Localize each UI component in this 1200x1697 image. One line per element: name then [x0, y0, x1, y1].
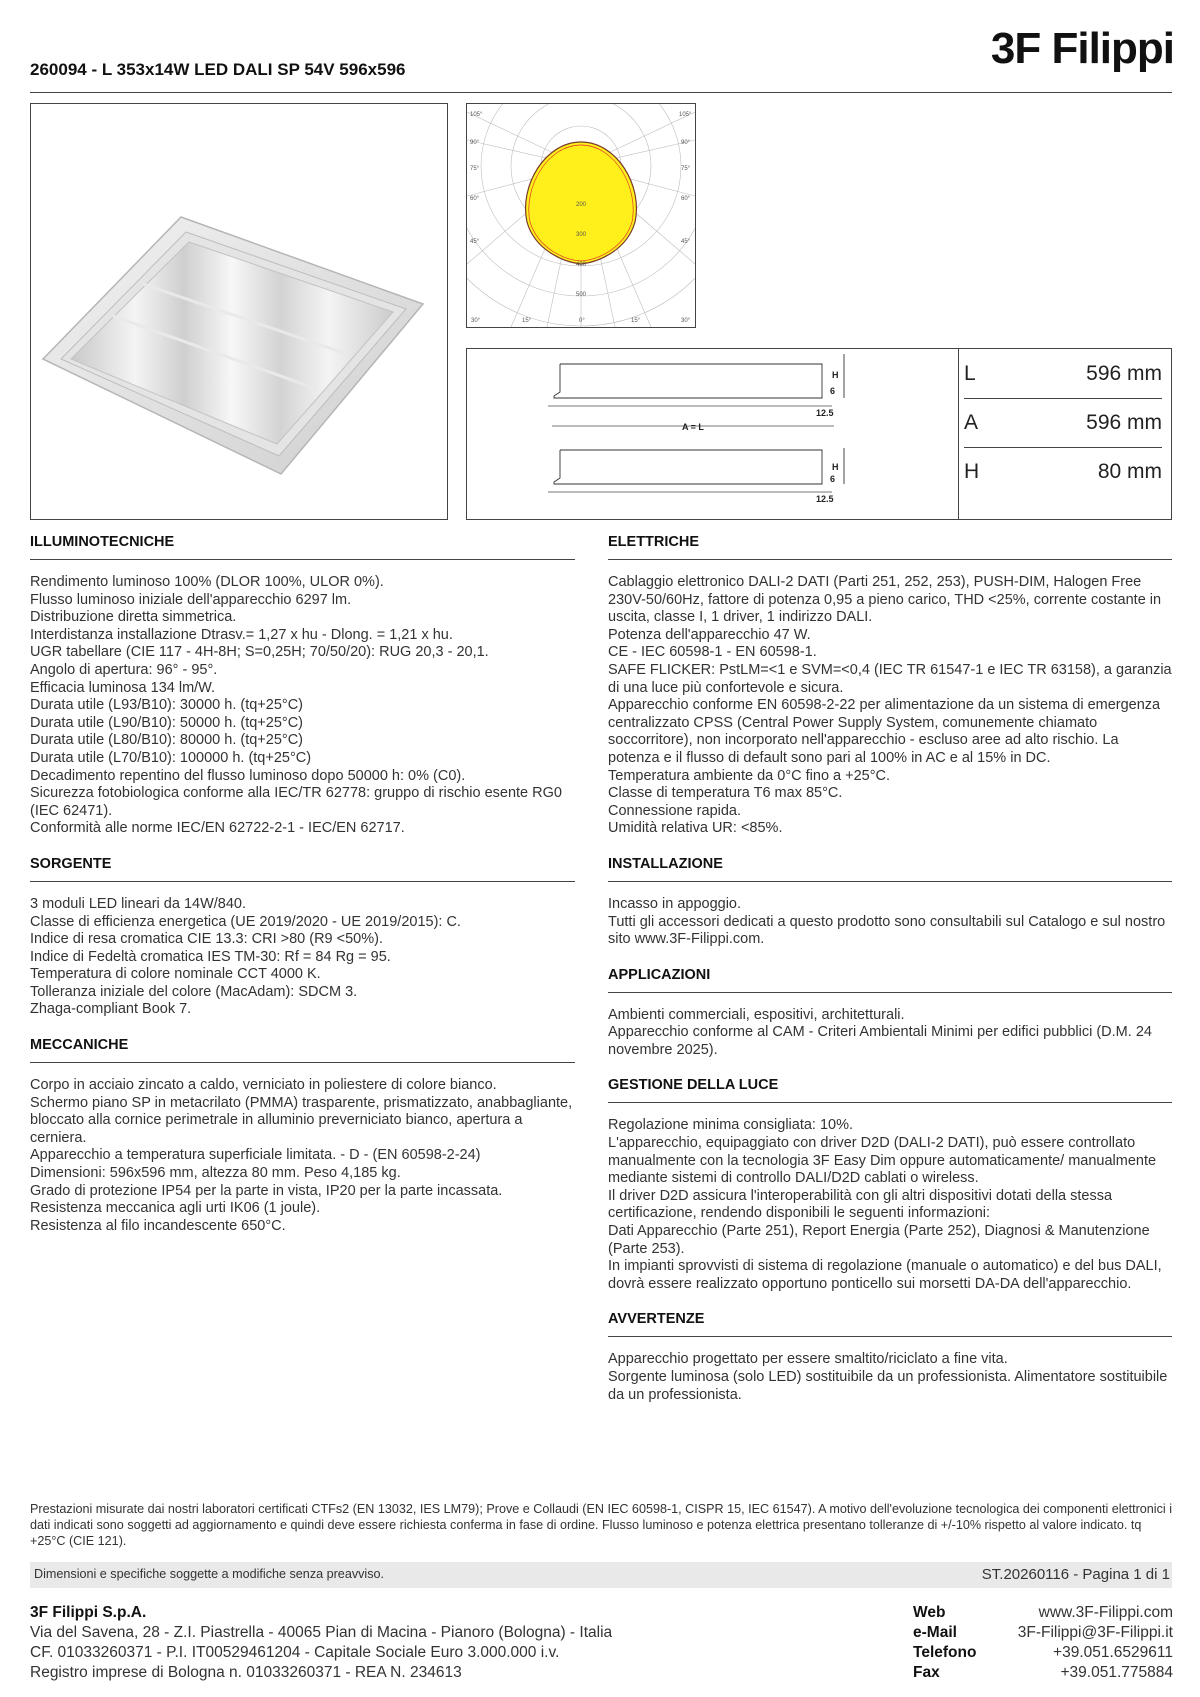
section-line: Umidità relativa UR: <85%.	[608, 820, 783, 837]
section-line: Il driver D2D assicura l'interoperabilità con gli altri dispositivi dotati della stessa certificazione, rendendo disponibili le seguenti informazioni:	[608, 1187, 1113, 1222]
dimension-value: 80 mm	[1097, 460, 1162, 483]
section-line: Rendimento luminoso 100% (DLOR 100%, ULOR 0%).	[30, 574, 384, 590]
dimension-row	[964, 448, 1162, 496]
section-line: Indice di resa cromatica CIE 13.3: CRI >80 (R9 <50%).	[30, 931, 383, 948]
company-name: 3F Filippi S.p.A.	[30, 1604, 147, 1621]
section-line: Regolazione minima consigliata: 10%.	[608, 1117, 854, 1134]
polar-label: 30°	[471, 318, 481, 324]
section-line: Apparecchio conforme EN 60598-2-22 per alimentazione da un sistema di emergenza centralizzato CPSS (Central Power Supply System, comunemente chiamato soccorritore), non incorporato nell'apparecchio - escluso aree ad alto rischio. La potenza e il flusso di default sono pari al 100% in AC e al 15% in DC.	[608, 697, 1161, 766]
section-line: Resistenza al filo incandescente 650°C.	[30, 1217, 286, 1234]
company-line: Registro imprese di Bologna n. 01033260371 - REA N. 234613	[30, 1664, 462, 1681]
section-line: Temperatura ambiente da 0°C fino a +25°C.	[608, 767, 891, 784]
dimension-row	[964, 399, 1162, 448]
section-heading: APPLICAZIONI	[608, 967, 1172, 993]
section-line: Apparecchio conforme al CAM - Criteri Ambientali Minimi per edifici pubblici (D.M. 24 novembre 2025).	[608, 1024, 1152, 1058]
section-line: Durata utile (L90/B10): 50000 h. (tq+25°C)	[30, 714, 304, 731]
section-line: Resistenza meccanica agli urti IK06 (1 joule).	[30, 1200, 321, 1217]
page-reference: ST.20260116 - Pagina 1 di 1	[981, 1566, 1170, 1583]
section-line: UGR tabellare (CIE 117 - 4H-8H; S=0,25H; 70/50/20): RUG 20,3 - 20,1.	[30, 644, 489, 661]
section-line: Schermo piano SP in metacrilato (PMMA) trasparente, prismatizzato, anabbagliante, bloccato alla cornice perimetrale in alluminio preverniciato bianco, apertura a cerniera.	[30, 1094, 573, 1146]
section-line: Grado di protezione IP54 per la parte in vista, IP20 per la parte incassata.	[30, 1182, 503, 1199]
polar-label: 15°	[631, 318, 641, 324]
polar-label: 90°	[681, 140, 691, 146]
section-line: Sicurezza fotobiologica conforme alla IEC/TR 62778: gruppo di rischio esente RG0 (IEC 62471).	[30, 785, 562, 819]
polar-label: 75°	[681, 166, 691, 172]
contact-key: e-Mail	[913, 1624, 957, 1641]
section-line: Durata utile (L93/B10): 30000 h. (tq+25°C)	[30, 697, 304, 714]
brand-logo: 3F Filippi	[990, 24, 1174, 73]
section-body	[608, 1007, 1172, 1060]
section-line: Potenza dell'apparecchio 47 W.	[608, 626, 811, 643]
dim-label-6: 6	[830, 474, 836, 484]
dimension-key: A	[964, 411, 979, 434]
section-body	[30, 574, 575, 838]
section-line: 3 moduli LED lineari da 14W/840.	[30, 895, 247, 912]
section-heading: SORGENTE	[30, 856, 575, 882]
section-line: Tutti gli accessori dedicati a questo prodotto sono consultabili sul Catalogo e sul nostro sito www.3F-Filippi.com.	[608, 913, 1166, 948]
polar-label: 105°	[679, 112, 692, 118]
dim-label-h: H	[832, 370, 839, 380]
section-line: Efficacia luminosa 134 lm/W.	[30, 679, 216, 696]
polar-radial-label: 400	[576, 262, 587, 268]
fax-number: +39.051.775884	[1060, 1664, 1173, 1681]
section-line: Apparecchio a temperatura superficiale limitata. - D - (EN 60598-2-24)	[30, 1147, 481, 1164]
contact-key: Web	[913, 1604, 946, 1621]
section-body	[608, 896, 1172, 949]
company-line: Via del Savena, 28 - Z.I. Piastrella - 40065 Pian di Macina - Pianoro (Bologna) - Italia	[30, 1624, 613, 1641]
polar-label: 60°	[681, 196, 691, 202]
contact-key: Fax	[913, 1664, 940, 1681]
section-line: Sorgente luminosa (solo LED) sostituibile da un professionista. Alimentatore sostituibile da un professionista.	[608, 1369, 1168, 1403]
section-heading: ELETTRICHE	[608, 534, 1172, 560]
section-line: Apparecchio progettato per essere smaltito/riciclato a fine vita.	[608, 1351, 1008, 1368]
section-line: Decadimento repentino del flusso luminoso dopo 50000 h: 0% (C0).	[30, 767, 466, 784]
section-line: Interdistanza installazione Dtrasv.= 1,27 x hu - Dlong. = 1,21 x hu.	[30, 626, 453, 643]
dimension-key: H	[964, 460, 980, 483]
section-line: L'apparecchio, equipaggiato con driver D2D (DALI-2 DATI), può essere controllato manualmente con la tecnologia 3F Easy Dim oppure automaticamente/ manualmente mediante sistemi di controllo DALI/D2D cablati o wireless.	[608, 1135, 1157, 1187]
polar-label: 75°	[470, 166, 480, 172]
dim-label-h: H	[832, 462, 839, 472]
section-line: Durata utile (L80/B10): 80000 h. (tq+25°C)	[30, 732, 304, 749]
dim-label-12-5: 12.5	[816, 408, 834, 418]
section-heading: AVVERTENZE	[608, 1311, 1172, 1337]
dimension-key: L	[964, 362, 976, 385]
polar-diagram-box	[466, 103, 696, 328]
dim-label-6: 6	[830, 386, 836, 396]
polar-label: 45°	[470, 239, 480, 245]
company-line: CF. 01033260371 - P.I. IT00529461204 - Capitale Sociale Euro 3.000.000 i.v.	[30, 1644, 560, 1661]
section-line: Dati Apparecchio (Parte 251), Report Energia (Parte 252), Diagnosi & Manutenzione (Parte 253).	[608, 1223, 1150, 1257]
polar-diagram	[467, 104, 695, 327]
dimension-value: 596 mm	[1086, 362, 1162, 385]
section-body	[30, 1077, 575, 1235]
product-title: 260094 - L 353x14W LED DALI SP 54V 596x596	[30, 60, 406, 79]
section-line: Durata utile (L70/B10): 100000 h. (tq+25°C)	[30, 749, 312, 766]
section-line: CE - IEC 60598-1 - EN 60598-1.	[608, 644, 817, 661]
section-line: Tolleranza iniziale del colore (MacAdam): SDCM 3.	[30, 983, 358, 1000]
section-line: Corpo in acciaio zincato a caldo, verniciato in poliestere di colore bianco.	[30, 1077, 497, 1094]
web-link[interactable]: www.3F-Filippi.com	[1038, 1604, 1173, 1621]
phone-number: +39.051.6529611	[1053, 1644, 1173, 1661]
company-info	[30, 1603, 612, 1683]
polar-label: 90°	[470, 140, 480, 146]
product-photo	[31, 104, 447, 519]
section-body	[608, 574, 1172, 838]
section-line: Incasso in appoggio.	[608, 895, 742, 912]
section-heading: GESTIONE DELLA LUCE	[608, 1077, 1172, 1103]
contact-info	[913, 1603, 1173, 1683]
polar-radial-label: 500	[576, 292, 587, 298]
section-heading: ILLUMINOTECNICHE	[30, 534, 575, 560]
section-heading: INSTALLAZIONE	[608, 856, 1172, 882]
section-heading: MECCANICHE	[30, 1037, 575, 1063]
section-line: SAFE FLICKER: PstLM=<1 e SVM=<0,4 (IEC TR 61547-1 e IEC TR 63158), a garanzia di una luce più confortevole e sicura.	[608, 661, 1172, 696]
dimension-table	[964, 350, 1162, 496]
email-link[interactable]: 3F-Filippi@3F-Filippi.it	[1017, 1624, 1173, 1641]
section-body	[608, 1117, 1172, 1293]
section-line: Angolo di apertura: 96° - 95°.	[30, 661, 218, 678]
polar-label: 0°	[579, 318, 585, 324]
product-photo-box	[30, 103, 448, 520]
drawing-separator	[958, 348, 959, 520]
section-line: Classe di efficienza energetica (UE 2019/2020 - UE 2019/2015): C.	[30, 913, 461, 930]
header-divider	[30, 92, 1172, 93]
polar-radial-label: 300	[576, 232, 587, 238]
left-column	[30, 534, 575, 1253]
section-line: Connessione rapida.	[608, 802, 742, 819]
dim-label-a-l: A = L	[682, 422, 704, 432]
section-line: Flusso luminoso iniziale dell'apparecchio 6297 lm.	[30, 591, 352, 608]
section-line: Zhaga-compliant Book 7.	[30, 1001, 192, 1018]
polar-radial-label: 200	[576, 202, 587, 208]
section-line: Ambienti commerciali, espositivi, architetturali.	[608, 1006, 905, 1023]
section-line: In impianti sprovvisti di sistema di regolazione (manuale o automatico) e del bus DALI, dovrà essere realizzato opportuno ponticello sui morsetti DA-DA dell'apparecchio.	[608, 1258, 1162, 1292]
right-column	[608, 534, 1172, 1422]
dimension-row	[964, 350, 1162, 399]
section-line: Temperatura di colore nominale CCT 4000 K.	[30, 966, 321, 983]
polar-label: 15°	[522, 318, 532, 324]
contact-key: Telefono	[913, 1644, 977, 1661]
dimension-value: 596 mm	[1086, 411, 1162, 434]
technical-drawing	[540, 352, 860, 516]
polar-label: 60°	[470, 196, 480, 202]
section-body	[30, 896, 575, 1019]
section-line: Dimensioni: 596x596 mm, altezza 80 mm. Peso 4,185 kg.	[30, 1165, 401, 1182]
section-line: Cablaggio elettronico DALI-2 DATI (Parti 251, 252, 253), PUSH-DIM, Halogen Free 230V-50/60Hz, fattore di potenza 0,95 a pieno carico, THD <25%, corrente costante in uscita, classe I, 1 driver, 1 indirizzo DALI.	[608, 574, 1162, 626]
section-body	[608, 1351, 1172, 1404]
section-line: Conformità alle norme IEC/EN 62722-2-1 - IEC/EN 62717.	[30, 820, 405, 837]
footer-notes: Prestazioni misurate dai nostri laboratori certificati CTFs2 (EN 13032, IES LM79); Prove e Collaudi (EN IEC 60598-1, CISPR 15, IEC 61547). A motivo dell'evoluzione tecnologica dei componenti elettronici i dati indicati sono soggetti ad aggiornamento e quindi deve essere richiesta conferma in fase di ordine. Flusso luminoso e potenza elettrica presentano tolleranze di +/-10% rispetto al valore indicato. tq +25°C (CIE 121).	[30, 1502, 1172, 1548]
section-line: Classe di temperatura T6 max 85°C.	[608, 785, 843, 802]
section-line: Distribuzione diretta simmetrica.	[30, 609, 237, 626]
polar-label: 45°	[681, 239, 691, 245]
section-line: Indice di Fedeltà cromatica IES TM-30: Rf = 84 Rg = 95.	[30, 948, 391, 965]
dim-label-12-5: 12.5	[816, 494, 834, 504]
polar-label: 105°	[470, 112, 483, 118]
polar-label: 30°	[681, 318, 691, 324]
disclaimer-text: Dimensioni e specifiche soggette a modifiche senza preavviso.	[34, 1567, 385, 1581]
